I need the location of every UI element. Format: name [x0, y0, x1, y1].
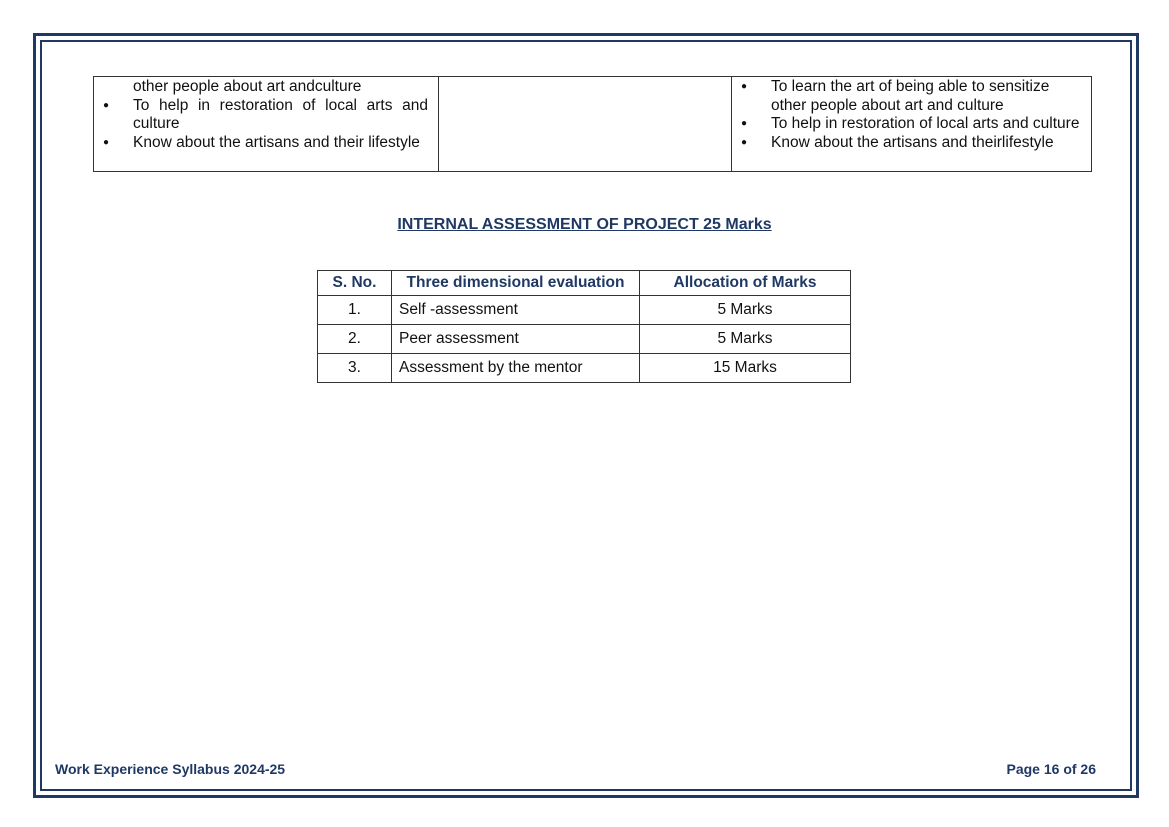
table-cell-col1 — [94, 77, 439, 172]
table-cell: 1. — [318, 296, 392, 325]
table-cell: Self -assessment — [392, 296, 640, 325]
table-row — [318, 325, 851, 354]
page-number: Page 16 of 26 — [1006, 761, 1096, 777]
list-item: ● To help in restoration of local arts and culture — [771, 115, 1081, 134]
objectives-list-left — [94, 77, 438, 152]
column-header: Three dimensional evaluation — [392, 271, 640, 296]
table-cell: Peer assessment — [392, 325, 640, 354]
column-header: S. No. — [318, 271, 392, 296]
continuation-table — [93, 76, 1092, 172]
section-heading: INTERNAL ASSESSMENT OF PROJECT 25 Marks — [397, 216, 772, 233]
list-item: ● To learn the art of being able to sensitize other people about art and culture — [771, 78, 1081, 115]
table-row — [318, 354, 851, 383]
objectives-list-right — [732, 77, 1091, 152]
list-item: other people about art andculture — [133, 78, 362, 95]
list-item: ● Know about the artisans and theirlifestyle — [771, 134, 1081, 153]
table-cell: 15 Marks — [640, 354, 851, 383]
list-item: ● To help in restoration of local arts and culture — [133, 97, 428, 134]
table-row — [94, 77, 1092, 172]
table-cell: Assessment by the mentor — [392, 354, 640, 383]
assessment-table — [317, 270, 851, 383]
column-header: Allocation of Marks — [640, 271, 851, 296]
footer-title: Work Experience Syllabus 2024-25 — [55, 761, 286, 777]
table-cell-col3 — [732, 77, 1092, 172]
table-cell-col2 — [439, 77, 732, 172]
table-cell: 5 Marks — [640, 296, 851, 325]
table-cell: 3. — [318, 354, 392, 383]
table-cell: 5 Marks — [640, 325, 851, 354]
table-row — [318, 296, 851, 325]
table-cell: 2. — [318, 325, 392, 354]
list-item: ● Know about the artisans and their lifestyle — [133, 134, 428, 153]
table-header-row — [318, 271, 851, 296]
